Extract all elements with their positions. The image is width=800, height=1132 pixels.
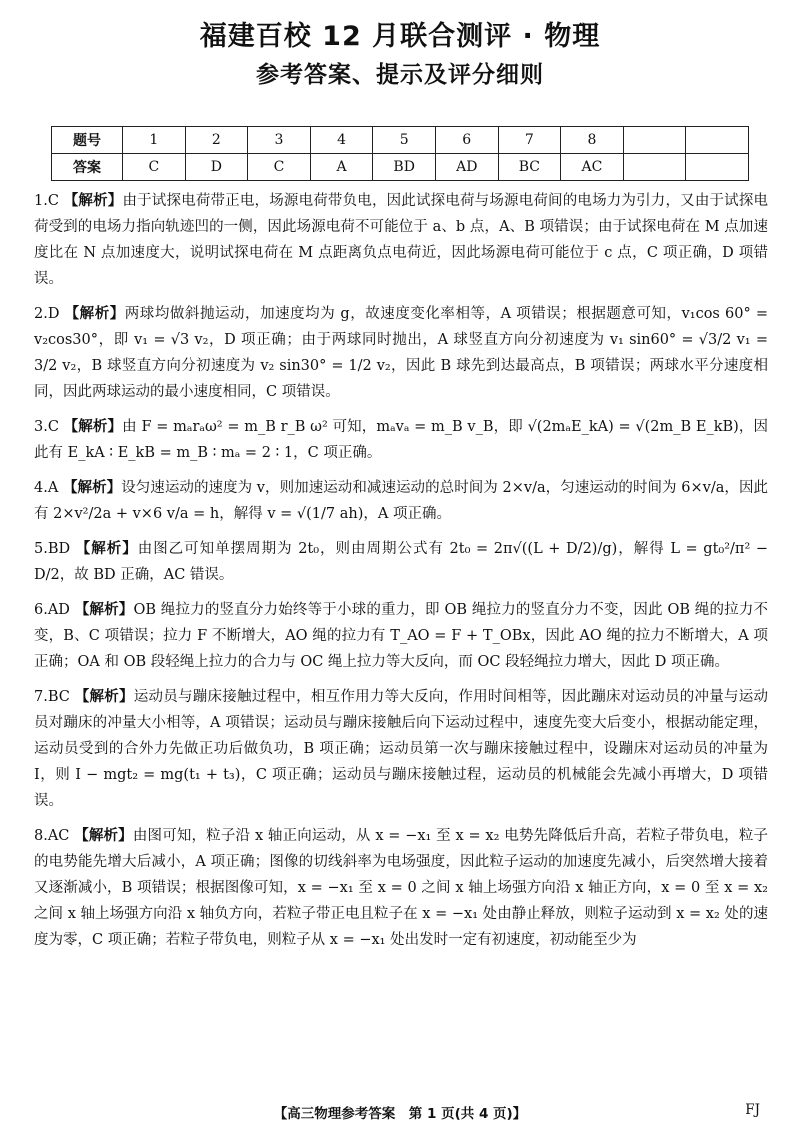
table-row-numbers [52, 127, 749, 154]
question-number: 1.C [34, 193, 59, 209]
solution-text: 设匀速运动的速度为 v，则加速运动和减速运动的总时间为 2×v/a，匀速运动的时间为 6×v/a，因此有 2×v²/2a + v×6 v/a = h，解得 v = √(1/7 ah)，A 项正确。 [34, 480, 769, 522]
solution-text: OB 绳拉力的竖直分力始终等于小球的重力，即 OB 绳拉力的竖直分力不变，因此 OB 绳的拉力不变，B、C 项错误；拉力 F 不断增大，AO 绳的拉力有 T_AO = F + T_OBx，因此 AO 绳的拉力不断增大，A 项正确；OA 和 OB 段轻绳上拉力的合力与 OC 绳上拉力等大反向，而 OC 段轻绳拉力增大，因此 D 项正确。 [34, 602, 769, 670]
document-subtitle: 参考答案、提示及评分细则 [256, 62, 544, 88]
question-5-solution [34, 536, 768, 588]
page-footer: 【高三物理参考答案 第 1 页(共 4 页)】 [273, 1106, 527, 1122]
solutions-body [34, 188, 768, 962]
table-row-answers [52, 154, 749, 181]
solution-text: 由图乙可知单摆周期为 2t₀，则由周期公式有 2t₀ = 2π√((L + D/2)/g)，解得 L = gt₀²/π² − D/2，故 BD 正确，AC 错误。 [34, 541, 769, 583]
table-cell: 1 [123, 127, 186, 154]
row-label-numbers: 题号 [52, 127, 123, 154]
table-cell: BC [498, 154, 561, 181]
table-cell: 6 [435, 127, 498, 154]
analysis-tag: 【解析】 [74, 689, 134, 705]
question-1-solution [34, 188, 768, 292]
solution-text: 两球均做斜抛运动，加速度均为 g，故速度变化率相等，A 项错误；根据题意可知，v₁cos 60° = v₂cos30°，即 v₁ = √3 v₂，D 项正确；由于两球同时抛出，A 球竖直方向分初速度为 v₁ sin60° = √3/2 v₁ = 3/2 v₂，B 球竖直方向分初速度为 v₂ sin30° = 1/2 v₂，因此 B 球先到达最高点，B 项错误；两球水平分速度相同，因此两球运动的最小速度相同，C 项错误。 [34, 306, 769, 400]
question-number: 5.BD [34, 541, 71, 557]
question-number: 6.AD [34, 602, 70, 618]
table-cell [686, 127, 749, 154]
table-cell: A [310, 154, 373, 181]
table-cell: 7 [498, 127, 561, 154]
table-cell: AC [561, 154, 624, 181]
analysis-tag: 【解析】 [74, 828, 133, 844]
row-label-answers: 答案 [52, 154, 123, 181]
table-cell: 3 [248, 127, 311, 154]
question-number: 2.D [34, 306, 60, 322]
document-title: 福建百校 12 月联合测评 · 物理 [199, 21, 601, 52]
solution-text: 由 F = mₐrₐω² = m_B r_B ω² 可知，mₐvₐ = m_B v_B，即 √(2mₐE_kA) = √(2m_B E_kB)，因此有 E_kA ∶ E_kB = m_B ∶ mₐ = 2 ∶ 1，C 项正确。 [34, 419, 769, 461]
table-cell [686, 154, 749, 181]
question-number: 7.BC [34, 689, 70, 705]
question-number: 4.A [34, 480, 59, 496]
question-number: 8.AC [34, 828, 70, 844]
question-6-solution [34, 597, 768, 675]
table-cell: 4 [310, 127, 373, 154]
table-cell: 2 [185, 127, 248, 154]
solution-text: 运动员与蹦床接触过程中，相互作用力等大反向，作用时间相等，因此蹦床对运动员的冲量与运动员对蹦床的冲量大小相等，A 项错误；运动员与蹦床接触后向下运动过程中，速度先变大后变小，根据动能定理，运动员受到的合外力先做正功后做负功，B 项正确；运动员第一次与蹦床接触过程中，设蹦床对运动员的冲量为 I，则 I − mgt₂ = mg(t₁ + t₃)，C 项正确；运动员与蹦床接触过程，运动员的机械能会先减小再增大，D 项错误。 [34, 689, 769, 809]
question-7-solution [34, 684, 768, 814]
question-8-solution [34, 823, 768, 953]
analysis-tag: 【解析】 [75, 541, 138, 557]
question-3-solution [34, 414, 768, 466]
table-cell: BD [373, 154, 436, 181]
table-cell: D [185, 154, 248, 181]
question-number: 3.C [34, 419, 59, 435]
analysis-tag: 【解析】 [63, 193, 123, 209]
table-cell: AD [435, 154, 498, 181]
table-cell: C [123, 154, 186, 181]
solution-text: 由于试探电荷带正电，场源电荷带负电，因此试探电荷与场源电荷间的电场力为引力，又由于试探电荷受到的电场力指向轨迹凹的一侧，因此场源电荷不可能位于 a、b 点，A、B 项错误；由于试探电荷在 M 点加速度比在 N 点加速度大，说明试探电荷在 M 点距离负点电荷近，因此场源电荷可能位于 c 点，C 项正确，D 项错误。 [34, 193, 769, 287]
analysis-tag: 【解析】 [64, 306, 125, 322]
table-cell: 5 [373, 127, 436, 154]
analysis-tag: 【解析】 [63, 419, 123, 435]
table-cell [623, 154, 686, 181]
analysis-tag: 【解析】 [62, 480, 122, 496]
answer-table [51, 126, 749, 181]
table-cell [623, 127, 686, 154]
question-4-solution [34, 475, 768, 527]
table-cell: C [248, 154, 311, 181]
question-2-solution [34, 301, 768, 405]
table-cell: 8 [561, 127, 624, 154]
region-tag: FJ [745, 1102, 760, 1118]
solution-text: 由图可知，粒子沿 x 轴正向运动，从 x = −x₁ 至 x = x₂ 电势先降低后升高，若粒子带负电，粒子的电势能先增大后减小，A 项正确；图像的切线斜率为电场强度，因此粒子运动的加速度先减小，后突然增大接着又逐渐减小，B 项错误；根据图像可知，x = −x₁ 至 x = 0 之间 x 轴上场强方向沿 x 轴正方向，x = 0 至 x = x₂ 之间 x 轴上场强方向沿 x 轴负方向，若粒子带正电且粒子在 x = −x₁ 处由静止释放，则粒子运动到 x = x₂ 处的速度为零，C 项正确；若粒子带负电，则粒子从 x = −x₁ 处出发时一定有初速度，初动能至少为 [34, 828, 769, 948]
analysis-tag: 【解析】 [74, 602, 134, 618]
